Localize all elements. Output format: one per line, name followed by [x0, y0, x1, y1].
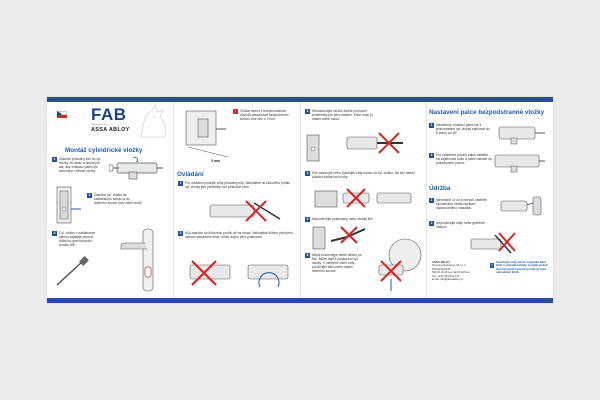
info-icon: i	[491, 263, 493, 267]
address-line: Dřevařská 833	[432, 266, 451, 271]
screwdriver-illustration	[53, 255, 103, 289]
brand-tagline: Bezpečnostní kování	[92, 124, 109, 126]
step-number: 3	[53, 231, 56, 235]
step-text: Nepoužívejte poškozený nebo ohnutý klíč	[312, 217, 373, 221]
panel4-heading-2: Údržba	[429, 185, 451, 192]
step-text: Vložka nesmí z bezpečnostních důvodů přesahovat bezpečnostní kování více než o 3 mm.	[240, 109, 289, 122]
cam-position-illustration	[495, 121, 547, 147]
bottom-band	[47, 298, 553, 303]
company-name: ASSA ABLOY	[432, 260, 451, 264]
step-number: 2	[88, 193, 91, 197]
step-number: 1	[53, 157, 56, 161]
cylinder-key-illustration	[109, 155, 167, 185]
panel4-heading-1: Nastavení palce bezpodstranné vložky	[429, 109, 545, 116]
panel1-heading: Montáž cylindrické vložky	[65, 147, 143, 154]
step-number: 1	[430, 198, 433, 202]
step-text: Pro nastavení polohy palce zatlačte na zajišťovací kolík a palec natočte do požadované pozice.	[436, 153, 492, 166]
key-angle-illustration	[311, 185, 419, 211]
fold-line	[173, 102, 174, 298]
step-text: Cyl. vložku v zadlabacím zámku zajistěte pomocí bočního upevňovacího šroubu M5.	[59, 231, 96, 248]
door-lock-illustration	[53, 185, 83, 225]
cylinder-protrusion-illustration	[178, 105, 230, 159]
key-insertion-illustration	[182, 253, 294, 295]
door-lift-illustration	[369, 235, 423, 295]
bent-key-illustration	[311, 225, 371, 251]
step-number: 4	[306, 171, 309, 175]
fab-logo: FAB	[91, 105, 127, 124]
step-text: Minimálně 1x za 6 měsíců ošetřete cylindrickou vložku aplikací doporučeného mazadla.	[436, 198, 487, 211]
step-text: Nastavený ovládací palec lze z jednostranné cyl. vložky zafixovat do 8 poloh po 45°	[436, 123, 490, 136]
cam-adjust-illustration	[431, 147, 547, 177]
warning-icon: !	[234, 109, 237, 113]
assa-abloy-logo: ASSA ABLOY	[91, 127, 130, 133]
step-text: Nikdy nezdvihejte dveře tahem za klíč. Může dojít k poškození cyl. vložky. V otevřené dveři vždy používejte kliku nebo madlo dveřního kování.	[312, 253, 362, 274]
step-number: 6	[306, 253, 309, 257]
lubricant-spray-illustration	[497, 193, 547, 217]
step-text: Zasuňte cyl. vložku do zadlabacího zámku a do dveřního kování (bez nášlí uvnit)	[94, 193, 142, 206]
step-number: 2	[179, 231, 182, 235]
step-number: 2	[430, 221, 433, 225]
company-address	[432, 261, 488, 281]
step-text: Klíč zasuňte do klíčového profilu až na doraz. Nekvalitně klíčem před jeho úplným zasunutím klíče, může dojít k jeho poškození.	[185, 231, 293, 240]
fold-line	[426, 102, 427, 298]
cylinder-wrong-object-illustration	[190, 195, 290, 227]
step-text: Nenasouvejte na klíč žádné pomocné prostředky pro jeho otáčení. Klíče musí jít otáčet volně rukou.	[312, 109, 373, 122]
step-number: 1	[179, 181, 182, 185]
address-line: 516 01 Rychnov nad Kněžnou	[432, 270, 470, 275]
original-keys-note: Používejte vždy pouze originální klíče FAB. V případě potřeby využijte služeb autorizovaných partnerů FAB (výroba náhradních klíčů).	[496, 260, 548, 275]
email: email: info@assaabloy.cz	[432, 277, 464, 282]
step-text: Pro ovládání použijte vždy příslušný klíč. Nekvalitně do klíčového profilu cyl. vložky jiné předměty než příslušné klíče.	[185, 181, 291, 190]
fold-line	[300, 102, 301, 298]
step-text: Zasuňte příslušný klíč do cyl. vložky na doraz a otočte jím tak, aby ovládací palec byl schovaný v tělese vložky.	[59, 157, 102, 174]
step-number: 5	[306, 217, 309, 221]
dimension-label: 3 mm	[211, 159, 221, 163]
step-number: 3	[306, 109, 309, 113]
step-number: 1	[430, 123, 433, 127]
tool-on-key-illustration	[343, 129, 407, 157]
step-number: 2	[430, 153, 433, 157]
step-text: Klíč zasunujte nebo vytahujte vždy kolmo na cyl. vložku. Na klíč nesmí působit žádné boční síly.	[312, 171, 415, 180]
panel2-heading: Ovládání	[177, 171, 204, 178]
step-text: Nepoužívejte oleje nebo grafitové mazivo.	[436, 221, 485, 230]
phone: Tel: +420 494 511 111	[432, 273, 460, 278]
dog-watermark-icon	[135, 103, 169, 139]
address-line: Opening Solutions CZ s.r.o.	[432, 263, 467, 268]
no-oil-illustration	[465, 231, 521, 255]
czech-flag-icon	[57, 111, 67, 118]
instruction-sheet	[47, 97, 553, 303]
door-handle-illustration	[119, 225, 167, 295]
door-key-tool-illustration	[305, 133, 335, 163]
